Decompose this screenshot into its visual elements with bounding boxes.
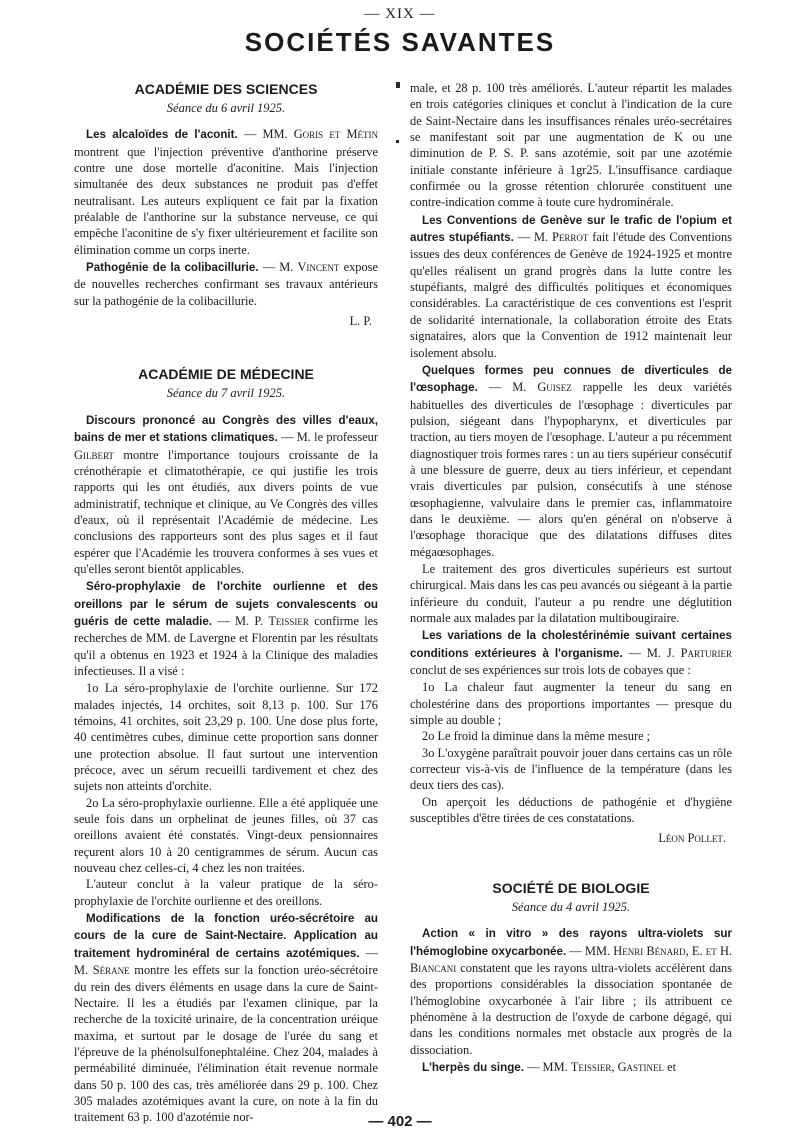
article-heading: Les alcaloïdes de l'aconit. [86,128,238,142]
article-heading: Les Conventions de Genève sur le trafic de l'opium et autres stupéfiants. [410,213,732,245]
left-column [74,80,378,1127]
article: Pathogénie de la colibacillurie. — M. Vincent expose de nouvelles recherches confirmant ses travaux antérieurs sur la pathogénie de la colibacillurie. [74,260,378,308]
article-text: expose de nouvelles recherches confirmant ses travaux antérieurs sur la pathogénie de la colibacillurie. [74,260,378,308]
article-authors: Gilbert [74,447,114,462]
session-date: Séance du 4 avril 1925. [511,899,631,914]
section-title: SOCIÉTÉ DE BIOLOGIE [492,879,650,896]
session-date: Séance du 7 avril 1925. [166,386,286,401]
article-text: confirme les recherches de MM. de Lavergne et Florentin par les résultats qu'il a obtenus en 1923 et 1924 à la Clinique des maladies infectieuses. Il a visé : [74,613,378,678]
article-heading: Modifications de la fonction uréo-sécrétoire au cours de la cure de Saint-Nectaire. Application au traitement hydrominéral de certains azotémiques. [74,912,378,960]
article-heading: Les variations de la cholestérinémie suivant certaines conditions extérieures à l'organisme. [410,629,732,660]
article-authors: Sérane [92,963,130,978]
article: Modifications de la fonction uréo-sécrétoire au cours de la cure de Saint-Nectaire. Application au traitement hydrominéral de certains azotémiques. — M. Sérane montre les effets sur la fonction uréo-sécrétoire du rein des divers éléments en usage dans la cure de Saint-Nectaire. Il les a étudiés par l'examen clinique, par la recherche de la toxicité urinaire, de la concentration uréique maxima, et surtout par le dosage de l'urée du sang et l'épreuve de la phénolsulfonephtaléine. Chez 204, malades à perméabilité diminuée, l'élimination était revenue normale dans 50 p. 100 des cas, très améliorée dans 29 p. 100. Chez 305 malades azotémiques avant la cure, on note à la fin du traitement 63 p. 100 d'azotémie nor- [74,912,378,1125]
list-item: 2o La séro-prophylaxie ourlienne. Elle a été appliquée une seule fois dans un orphelinat de jeunes filles, où 37 cas oreillons avaient été constatés. Vingt-deux pensionnaires reçurent alors 10 à 20 centigrammes de sérum. Aucun cas nouveau chez celles-ci, 4 chez les non traitées. [74,795,378,876]
article-authors: Guisez [537,380,572,395]
list-item: 1o La chaleur faut augmenter la teneur du sang en cholestérine dans des proportions importantes — presque du simple au double ; [410,680,732,728]
list-item: 1o La séro-prophylaxie de l'orchite ourlienne. Sur 172 malades injectés, 14 orchites, soit 8,13 p. 100. Sur 176 témoins, 41 orchites, soit 23,29 p. 100. Une dose plus forte, 40 centimètres cubes, diminue cette proportion sans donner une protection absolue. Il faut surtout une intervention précoce, avec un sérum recueilli tardivement et chez des sujets non atteints d'orchite. [74,681,378,794]
article: Action « in vitro » des rayons ultra-violets sur l'hémoglobine oxycarbonée. — MM. Henri Bénard, E. et H. Biancani constatent que les rayons ultra-violets accélèrent dans des proportions considérables la dissociation spontanée de l'hémoglobine oxycarbonée à l'air libre ; ils attribuent ce phénomène à la destruction de l'oxyde de carbone dégagé, qui dans les conditions normales met obstacle aux progrès de la dissociation. [410,927,732,1057]
article-heading: Séro-prophylaxie de l'orchite ourlienne et des oreillons par le sérum de sujets convalescents ou guéris de cette maladie. [74,580,378,628]
article-authors: Teissier, Gastinel [570,1059,665,1074]
article: Discours prononcé au Congrès des villes d'eaux, bains de mer et stations climatiques. — M. le professeur Gilbert montre l'importance toujours croissante de la crénothérapie et climatothérapie, ce qui justifie les trois rapports qui les ont étudiés, aux divers points de vue administratif, technique et clinique, au Ve Congrès des villes d'eaux, où il représentait l'Académie de médecine. Les conclusions des rapporteurs sont des plus sages et il faut espérer que l'Académie les trouvera conformes à ses vues et qu'elles seront bientôt applicables. [74,413,378,576]
article-authors: Henri Bénard, E. et H. Biancani [410,943,732,975]
article: Quelques formes peu connues de diverticules de l'œsophage. — M. Guisez rappelle les deux variétés habituelles des diverticules de l'œsophage : diverticules par pulsion, siégeant dans l'hypopharynx, et diverticules par traction, au tiers moyen de l'œsophage. L'auteur a pu récemment diagnostiquer trois formes rares : un au tiers supérieur consécutif à une blessure de guerre, deux au tiers inférieur, et cependant vrais diverticules par pulsion, consécutifs à une sténose œsophagienne, valvulaire dans le premier cas, inflammatoire dans le deuxième. — alors qu'en général on n'observe à l'œsophage thoracique que des dilatations diffuses dites mégaœsophages. [410,363,732,559]
list-item: 2o Le froid la diminue dans la même mesure ; [422,729,651,744]
article-text: conclut de ses expériences sur trois lots de cobayes que : [410,663,691,678]
article-authors: Goris et Métin [293,127,378,142]
article: Les Conventions de Genève sur le trafic de l'opium et autres stupéfiants. — M. Perrot fait l'étude des Conventions issues des deux conférences de Genève de 1924-1925 et montre qu'elles réalisent un grand progrès dans la lutte contre les stupéfiants, malgré des difficultés politiques et économiques considérables. La caractéristique de ces conventions est l'esprit de solidarité internationale, la collaboration étroite des Etats signataires, alors que la Convention de 1912 maintenait leur isolement absolu. [410,213,732,360]
scan-artifact [396,82,400,88]
page-number: — 402 — [368,1113,432,1130]
article-text: et [664,1059,677,1074]
page-roman-numeral: — XIX — [364,6,436,22]
article-text: constatent que les rayons ultra-violets accélèrent dans des proportions considérables la dissociation spontanée de l'hémoglobine oxycarbonée à l'air libre ; ils attribuent ce phénomène à la destruction de l'oxyde de carbone dégagé, qui dans les conditions normales met obstacle aux progrès de la dissociation. [410,960,732,1057]
article-text: montrent que l'injection préventive d'anthorine préserve contre une dose mortelle d'aconitine. Mais l'injection simultanée des deux substances ne produit pas d'effet neutralisant. Les auteurs expliquent ce fait par la fixation préalable de l'anthorine sur la substance nerveuse, ce qui empêche l'aconitine de s'y fixer ultérieurement et facilite son élimination comme un corps inerte. [74,144,378,257]
article-authors: Teissier [268,613,309,628]
article-heading: L'herpès du singe. [422,1060,524,1074]
paragraph: L'auteur conclut à la valeur pratique de la séro-prophylaxie de l'orchite ourlienne et des oreillons. [74,877,378,908]
article-heading: Quelques formes peu connues de diverticules de l'œsophage. [410,363,732,395]
page-title: SOCIÉTÉS SAVANTES [244,27,556,57]
signature: Léon Pollet. [658,831,726,846]
section-title: ACADÉMIE DES SCIENCES [134,81,318,97]
article-authors: Parturier [680,645,732,660]
article: Les variations de la cholestérinémie suivant certaines conditions extérieures à l'organisme. — M. J. Parturier conclut de ses expériences sur trois lots de cobayes que : [410,629,732,678]
paragraph: On aperçoit les déductions de pathogénie et d'hygiène susceptibles d'être tirées de ces constatations. [410,794,732,826]
article-text: rappelle les deux variétés habituelles des diverticules de l'œsophage : diverticules par pulsion, siégeant dans l'hypopharynx, et diverticules par traction, au tiers moyen de l'œsophage. L'auteur a pu récemment diagnostiquer trois formes rares : un au tiers supérieur consécutif à une blessure de guerre, deux au tiers inférieur, et cependant vrais diverticules par pulsion, consécutifs à une sténose œsophagienne, valvulaire dans le premier cas, inflammatoire dans le deuxième. — alors qu'en général on n'observe à l'œsophage thoracique que des dilatations diffuses dites mégaœsophages. [410,380,732,559]
section-title: ACADÉMIE DE MÉDECINE [138,366,314,383]
scan-artifact [396,140,399,143]
article-authors: Perrot [551,230,589,245]
right-column [410,80,732,1077]
article: Les alcaloïdes de l'aconit. — MM. Goris et Métin montrent que l'injection préventive d'anthorine préserve contre une dose mortelle d'aconitine. Mais l'injection simultanée des deux substances ne produit pas d'effet neutralisant. Les auteurs expliquent ce fait par la fixation préalable de l'anthorine sur la substance nerveuse, ce qui empêche l'aconitine de s'y fixer ultérieurement et facilite son élimination comme un corps inerte. [74,127,378,257]
article: L'herpès du singe. — MM. Teissier, Gastinel et [422,1059,677,1074]
session-date: Séance du 6 avril 1925. [166,101,286,115]
article-text: montre les effets sur la fonction uréo-sécrétoire du rein des divers éléments en usage dans la cure de Saint-Nectaire. Il les a étudiés par l'examen clinique, par la recherche de la toxicité urinaire, de la concentration uréique maxima, et surtout par le dosage de l'urée du sang et l'épreuve de la phénolsulfonephtaléine. Chez 204, malades à perméabilité diminuée, l'élimination était revenue normale dans 50 p. 100 des cas, très améliorée dans 29 p. 100. Chez 305 malades azotémiques avant la cure, on note à la fin du traitement 63 p. 100 d'azotémie nor- [74,963,378,1125]
article-text: montre l'importance toujours croissante de la crénothérapie et climatothérapie, ce qui justifie les trois rapports qui les ont étudiés, aux divers points de vue administratif, technique et clinique, au Ve Congrès des villes d'eaux, où il représentait l'Académie de médecine. Les conclusions des rapporteurs sont des plus sages et il faut espérer que l'Académie les trouvera conformes à ses vues et qu'elles seront bientôt applicables. [74,447,378,576]
article-continuation: male, et 28 p. 100 très améliorés. L'auteur répartit les malades en trois catégories cliniques et conclut à l'indication de la cure de Saint-Nectaire dans les insuffisances rénales uréo-secrétaires se manifestant soit par une augmentation de K ou une diminution de P. S. P. sans azotémie, soit par une azotémie initiale constante inférieure à 1gr25. L'insuffisance cardiaque confirmée ou la grosse rétention chlorurée constituent une contre-indication comme à toute cure hydrominérale. [410,81,732,210]
signature: L. P. [349,314,372,329]
paragraph: Le traitement des gros diverticules supérieurs est surtout chirurgical. Mais dans les cas peu avancés ou siégeant à la partie inférieure du conduit, l'auteur a pu rendre une déglutition normale aux malades par la dilatation multibougiraire. [410,561,732,625]
list-item: 3o L'oxygène paraîtrait pouvoir jouer dans certains cas un rôle correcteur vis-à-vis de l'influence de la température (dans les deux tiers des cas). [410,745,732,793]
article: Séro-prophylaxie de l'orchite ourlienne et des oreillons par le sérum de sujets convalescents ou guéris de cette maladie. — M. P. Teissier confirme les recherches de MM. de Lavergne et Florentin par les résultats qu'il a obtenus en 1923 et 1924 à la Clinique des maladies infectieuses. Il a visé : [74,580,378,678]
article-authors: Vincent [297,260,340,275]
article-heading: Pathogénie de la colibacillurie. [86,261,259,275]
article-heading: Discours prononcé au Congrès des villes d'eaux, bains de mer et stations climatiques. [74,413,378,445]
article-heading: Action « in vitro » des rayons ultra-violets sur l'hémoglobine oxycarbonée. [410,927,732,958]
article-text: fait l'étude des Conventions issues des deux conférences de Genève de 1924-1925 et montre qu'elles réalisent un grand progrès dans la lutte contre les stupéfiants, malgré des difficultés politiques et économiques considérables. La caractéristique de ces conventions est l'esprit de solidarité internationale, la collaboration étroite des Etats signataires, alors que la Convention de 1912 maintenait leur isolement absolu. [410,230,732,360]
